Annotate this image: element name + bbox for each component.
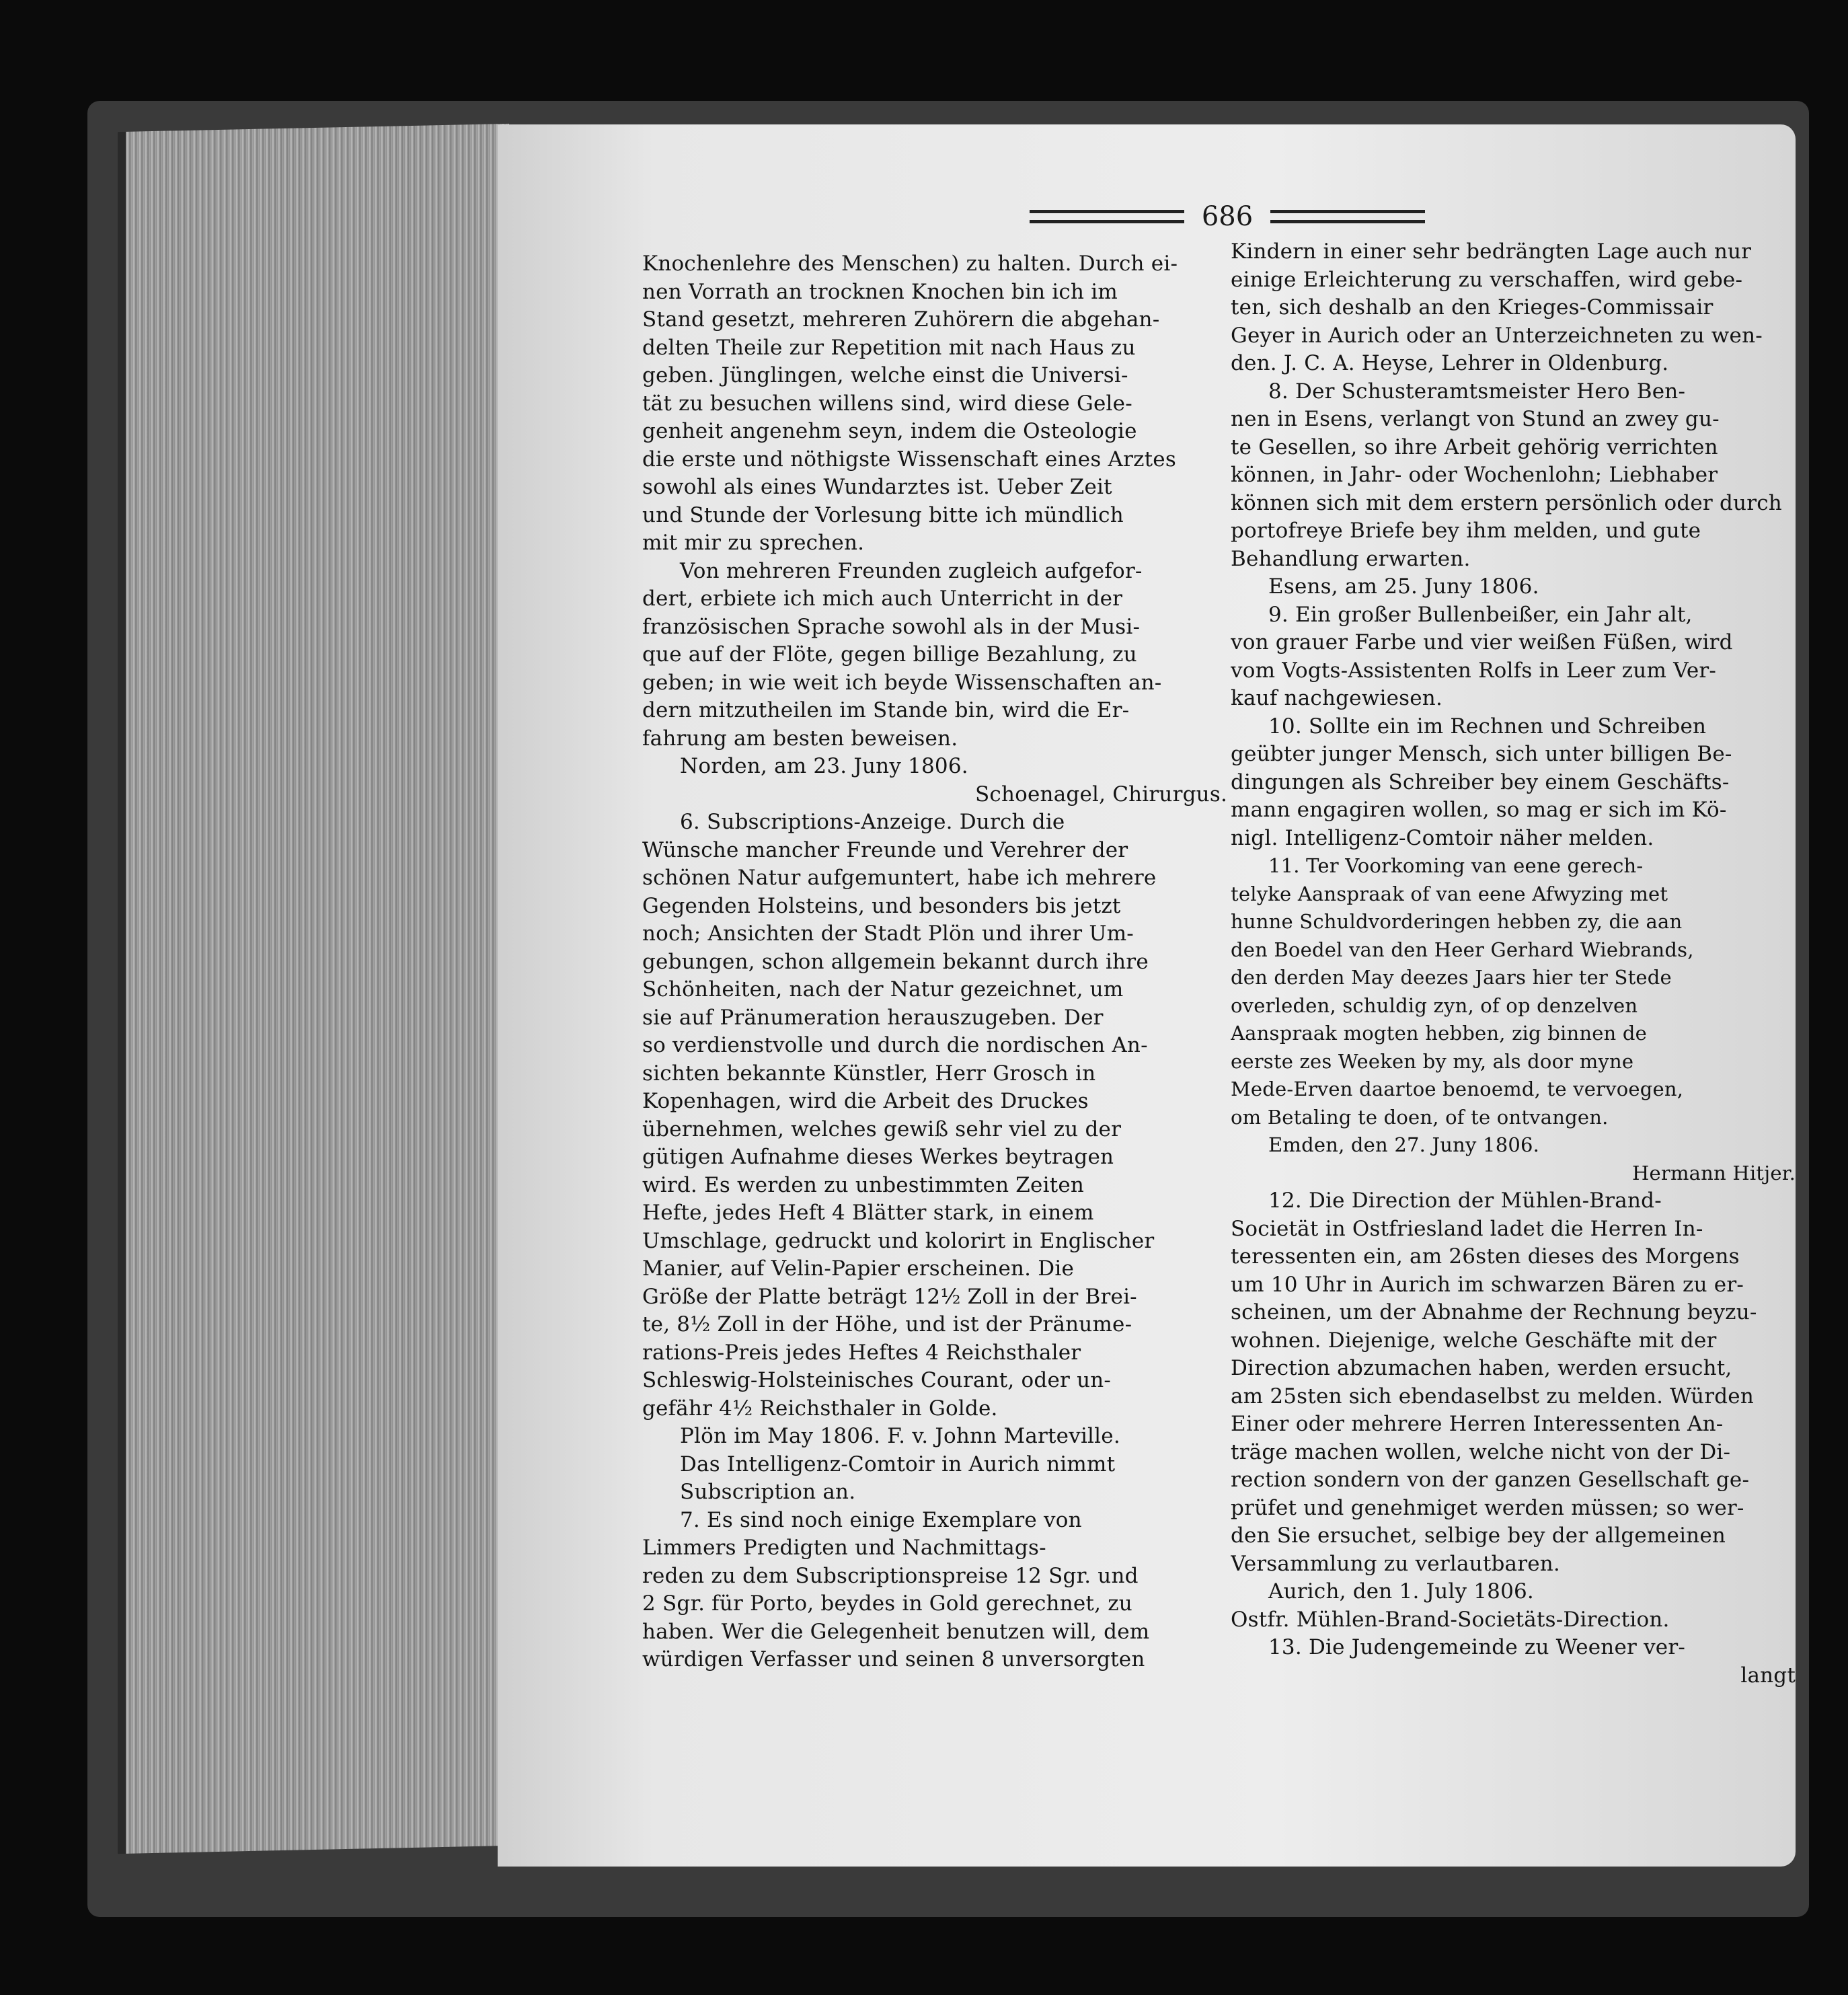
- text-line: 8. Der Schusteramtsmeister Hero Ben-: [1268, 379, 1686, 404]
- text-line: om Betaling te doen, of te ontvangen.: [1231, 1105, 1609, 1129]
- text-line: einige Erleichterung zu verschaffen, wird gebe-: [1231, 267, 1743, 292]
- text-line: Societät in Ostfriesland ladet die Herren In-: [1231, 1216, 1703, 1241]
- text-line: geben. Jünglingen, welche einst die Universi-: [642, 363, 1128, 387]
- text-line: Gegenden Holsteins, und besonders bis jetzt: [642, 893, 1121, 918]
- text-line: 13. Die Judengemeinde zu Weener ver-: [1268, 1635, 1686, 1659]
- header-rule-left: [1030, 210, 1184, 223]
- text-line: Ostfr. Mühlen-Brand-Societäts-Direction.: [1231, 1607, 1670, 1632]
- text-line: nen in Esens, verlangt von Stund an zwey gu-: [1231, 407, 1720, 431]
- text-line: französischen Sprache sowohl als in der Musi-: [642, 614, 1141, 639]
- text-line: 2 Sgr. für Porto, beydes in Gold gerechnet, zu: [642, 1591, 1132, 1616]
- text-line: te Gesellen, so ihre Arbeit gehörig verrichten: [1231, 435, 1718, 459]
- text-line: sowohl als eines Wundarztes ist. Ueber Zeit: [642, 475, 1112, 499]
- text-line: können, in Jahr- oder Wochenlohn; Liebhaber: [1231, 463, 1718, 487]
- text-line: die erste und nöthigste Wissenschaft eines Arztes: [642, 447, 1176, 472]
- text-line: Wünsche mancher Freunde und Verehrer der: [642, 837, 1128, 862]
- text-line: Emden, den 27. Juny 1806.: [1268, 1133, 1540, 1156]
- text-line: gütigen Aufnahme dieses Werkes beytragen: [642, 1145, 1114, 1169]
- text-line: geben; in wie weit ich beyde Wissenschaften an-: [642, 670, 1162, 695]
- text-line: Behandlung erwarten.: [1231, 546, 1471, 571]
- text-line: um 10 Uhr in Aurich im schwarzen Bären zu er-: [1231, 1272, 1744, 1297]
- text-line: Hermann Hitjer.: [1632, 1161, 1796, 1184]
- text-line: träge machen wollen, welche nicht von der Di-: [1231, 1439, 1731, 1464]
- text-line: von grauer Farbe und vier weißen Füßen, wird: [1231, 630, 1733, 654]
- text-line: genheit angenehm seyn, indem die Osteologie: [642, 419, 1137, 443]
- text-line: Mede-Erven daartoe benoemd, te vervoegen,: [1231, 1078, 1684, 1100]
- text-line: Kopenhagen, wird die Arbeit des Druckes: [642, 1089, 1089, 1113]
- text-line: overleden, schuldig zyn, of op denzelven: [1231, 993, 1638, 1017]
- text-line: Von mehreren Freunden zugleich aufgefor-: [680, 558, 1143, 583]
- text-line: kauf nachgewiesen.: [1231, 686, 1442, 710]
- text-line: übernehmen, welches gewiß sehr viel zu der: [642, 1117, 1122, 1141]
- header-rule-right: [1270, 210, 1425, 223]
- text-line: würdigen Verfasser und seinen 8 unversorgten: [642, 1647, 1145, 1671]
- text-line: 9. Ein großer Bullenbeißer, ein Jahr alt,: [1268, 602, 1693, 627]
- text-line: scheinen, um der Abnahme der Rechnung beyzu-: [1231, 1300, 1757, 1324]
- text-line: Norden, am 23. Juny 1806.: [680, 754, 968, 778]
- text-line: dern mitzutheilen im Stande bin, wird die Er-: [642, 698, 1130, 722]
- text-line: fahrung am besten beweisen.: [642, 726, 958, 751]
- text-line: vom Vogts-Assistenten Rolfs in Leer zum Ver-: [1231, 658, 1717, 683]
- text-line: geübter junger Mensch, sich unter billigen Be-: [1231, 742, 1732, 766]
- page-header: [1012, 196, 1442, 237]
- text-line: den. J. C. A. Heyse, Lehrer in Oldenburg.: [1231, 351, 1669, 375]
- text-line: Direction abzumachen haben, werden ersucht,: [1231, 1356, 1732, 1380]
- text-line: delten Theile zur Repetition mit nach Haus zu: [642, 335, 1136, 360]
- text-line: Geyer in Aurich oder an Unterzeichneten zu wen-: [1231, 323, 1763, 348]
- text-line: am 25sten sich ebendaselbst zu melden. Würden: [1231, 1384, 1754, 1408]
- text-line: que auf der Flöte, gegen billige Bezahlung, zu: [642, 642, 1137, 667]
- text-line: Umschlage, gedruckt und kolorirt in Englischer: [642, 1228, 1155, 1253]
- text-line: nen Vorrath an trocknen Knochen bin ich im: [642, 279, 1118, 304]
- text-line: Knochenlehre des Menschen) zu halten. Durch ei-: [642, 252, 1178, 276]
- text-line: 12. Die Direction der Mühlen-Brand-: [1268, 1189, 1662, 1213]
- text-line: sichten bekannte Künstler, Herr Grosch in: [642, 1061, 1096, 1086]
- text-line: nigl. Intelligenz-Comtoir näher melden.: [1231, 825, 1654, 850]
- text-line: Größe der Platte beträgt 12½ Zoll in der Brei-: [642, 1284, 1137, 1309]
- text-line: telyke Aanspraak of van eene Afwyzing met: [1231, 882, 1668, 905]
- text-line: rection sondern von der ganzen Gesellschaft ge-: [1231, 1468, 1750, 1492]
- text-line: hunne Schuldvorderingen hebben zy, die aan: [1231, 910, 1683, 933]
- text-line: 11. Ter Voorkoming van eene gerech-: [1268, 854, 1644, 877]
- text-line: wohnen. Diejenige, welche Geschäfte mit der: [1231, 1328, 1717, 1353]
- text-line: so verdienstvolle und durch die nordischen An-: [642, 1033, 1148, 1057]
- text-line: gefähr 4½ Reichsthaler in Golde.: [642, 1396, 998, 1421]
- text-line: Das Intelligenz-Comtoir in Aurich nimmt: [680, 1452, 1116, 1476]
- left-text-column: [642, 250, 1227, 1674]
- text-line: 6. Subscriptions-Anzeige. Durch die: [680, 810, 1065, 834]
- text-line: tät zu besuchen willens sind, wird diese Gele-: [642, 391, 1132, 416]
- text-line: teressenten ein, am 26sten dieses des Morgens: [1231, 1244, 1740, 1269]
- text-line: sie auf Pränumeration herauszugeben. Der: [642, 1005, 1104, 1030]
- text-line: Plön im May 1806. F. v. Johnn Marteville.: [680, 1424, 1120, 1448]
- text-line: Manier, auf Velin-Papier erscheinen. Die: [642, 1256, 1074, 1281]
- text-line: schönen Natur aufgemuntert, habe ich mehrere: [642, 866, 1157, 890]
- text-line: langt: [1740, 1663, 1796, 1688]
- text-line: ten, sich deshalb an den Krieges-Commissair: [1231, 295, 1714, 319]
- text-line: und Stunde der Vorlesung bitte ich mündlich: [642, 502, 1124, 527]
- text-line: gebungen, schon allgemein bekannt durch ihre: [642, 949, 1149, 974]
- text-line: Subscription an.: [680, 1480, 856, 1504]
- text-line: wird. Es werden zu unbestimmten Zeiten: [642, 1172, 1085, 1197]
- text-line: 7. Es sind noch einige Exemplare von: [680, 1507, 1082, 1532]
- text-line: Aurich, den 1. July 1806.: [1268, 1579, 1534, 1604]
- text-line: rations-Preis jedes Heftes 4 Reichsthaler: [642, 1340, 1081, 1365]
- text-line: mann engagiren wollen, so mag er sich im Kö-: [1231, 798, 1727, 822]
- text-line: mit mir zu sprechen.: [642, 531, 865, 555]
- text-line: den Sie ersuchet, selbige bey der allgemeinen: [1231, 1523, 1726, 1548]
- text-line: Limmers Predigten und Nachmittags-: [642, 1536, 1046, 1560]
- text-line: Aanspraak mogten hebben, zig binnen de: [1231, 1022, 1647, 1045]
- text-line: Hefte, jedes Heft 4 Blätter stark, in einem: [642, 1201, 1094, 1225]
- text-line: dert, erbiete ich mich auch Unterricht in der: [642, 587, 1123, 611]
- text-line: Schoenagel, Chirurgus.: [974, 782, 1227, 806]
- text-line: Schleswig-Holsteinisches Courant, oder un-: [642, 1368, 1112, 1392]
- text-line: dingungen als Schreiber bey einem Geschäfts-: [1231, 769, 1730, 794]
- text-line: te, 8½ Zoll in der Höhe, und ist der Pränume-: [642, 1312, 1132, 1337]
- text-line: eerste zes Weeken by my, als door myne: [1231, 1049, 1634, 1073]
- text-line: Esens, am 25. Juny 1806.: [1268, 574, 1539, 599]
- text-line: den Boedel van den Heer Gerhard Wiebrands,: [1231, 938, 1694, 961]
- page-block-edge: [118, 124, 509, 1854]
- text-line: noch; Ansichten der Stadt Plön und ihrer Um-: [642, 921, 1134, 946]
- text-line: 10. Sollte ein im Rechnen und Schreiben: [1268, 714, 1707, 739]
- text-line: portofreye Briefe bey ihm melden, und gute: [1231, 519, 1701, 543]
- text-line: reden zu dem Subscriptionspreise 12 Sgr. und: [642, 1563, 1139, 1588]
- text-line: Stand gesetzt, mehreren Zuhörern die abgehan-: [642, 307, 1160, 332]
- text-line: prüfet und genehmiget werden müssen; so wer-: [1231, 1495, 1744, 1520]
- text-line: haben. Wer die Gelegenheit benutzen will, dem: [642, 1619, 1150, 1644]
- text-line: Schönheiten, nach der Natur gezeichnet, um: [642, 977, 1124, 1002]
- right-text-column: [1231, 238, 1796, 1690]
- text-line: Versammlung zu verlautbaren.: [1231, 1551, 1560, 1576]
- text-line: Kindern in einer sehr bedrängten Lage auch nur: [1231, 239, 1752, 264]
- text-line: den derden May deezes Jaars hier ter Stede: [1231, 966, 1672, 989]
- page-number: 686: [1201, 201, 1254, 232]
- text-line: können sich mit dem erstern persönlich oder durch: [1231, 490, 1782, 515]
- text-line: Einer oder mehrere Herren Interessenten An-: [1231, 1412, 1724, 1436]
